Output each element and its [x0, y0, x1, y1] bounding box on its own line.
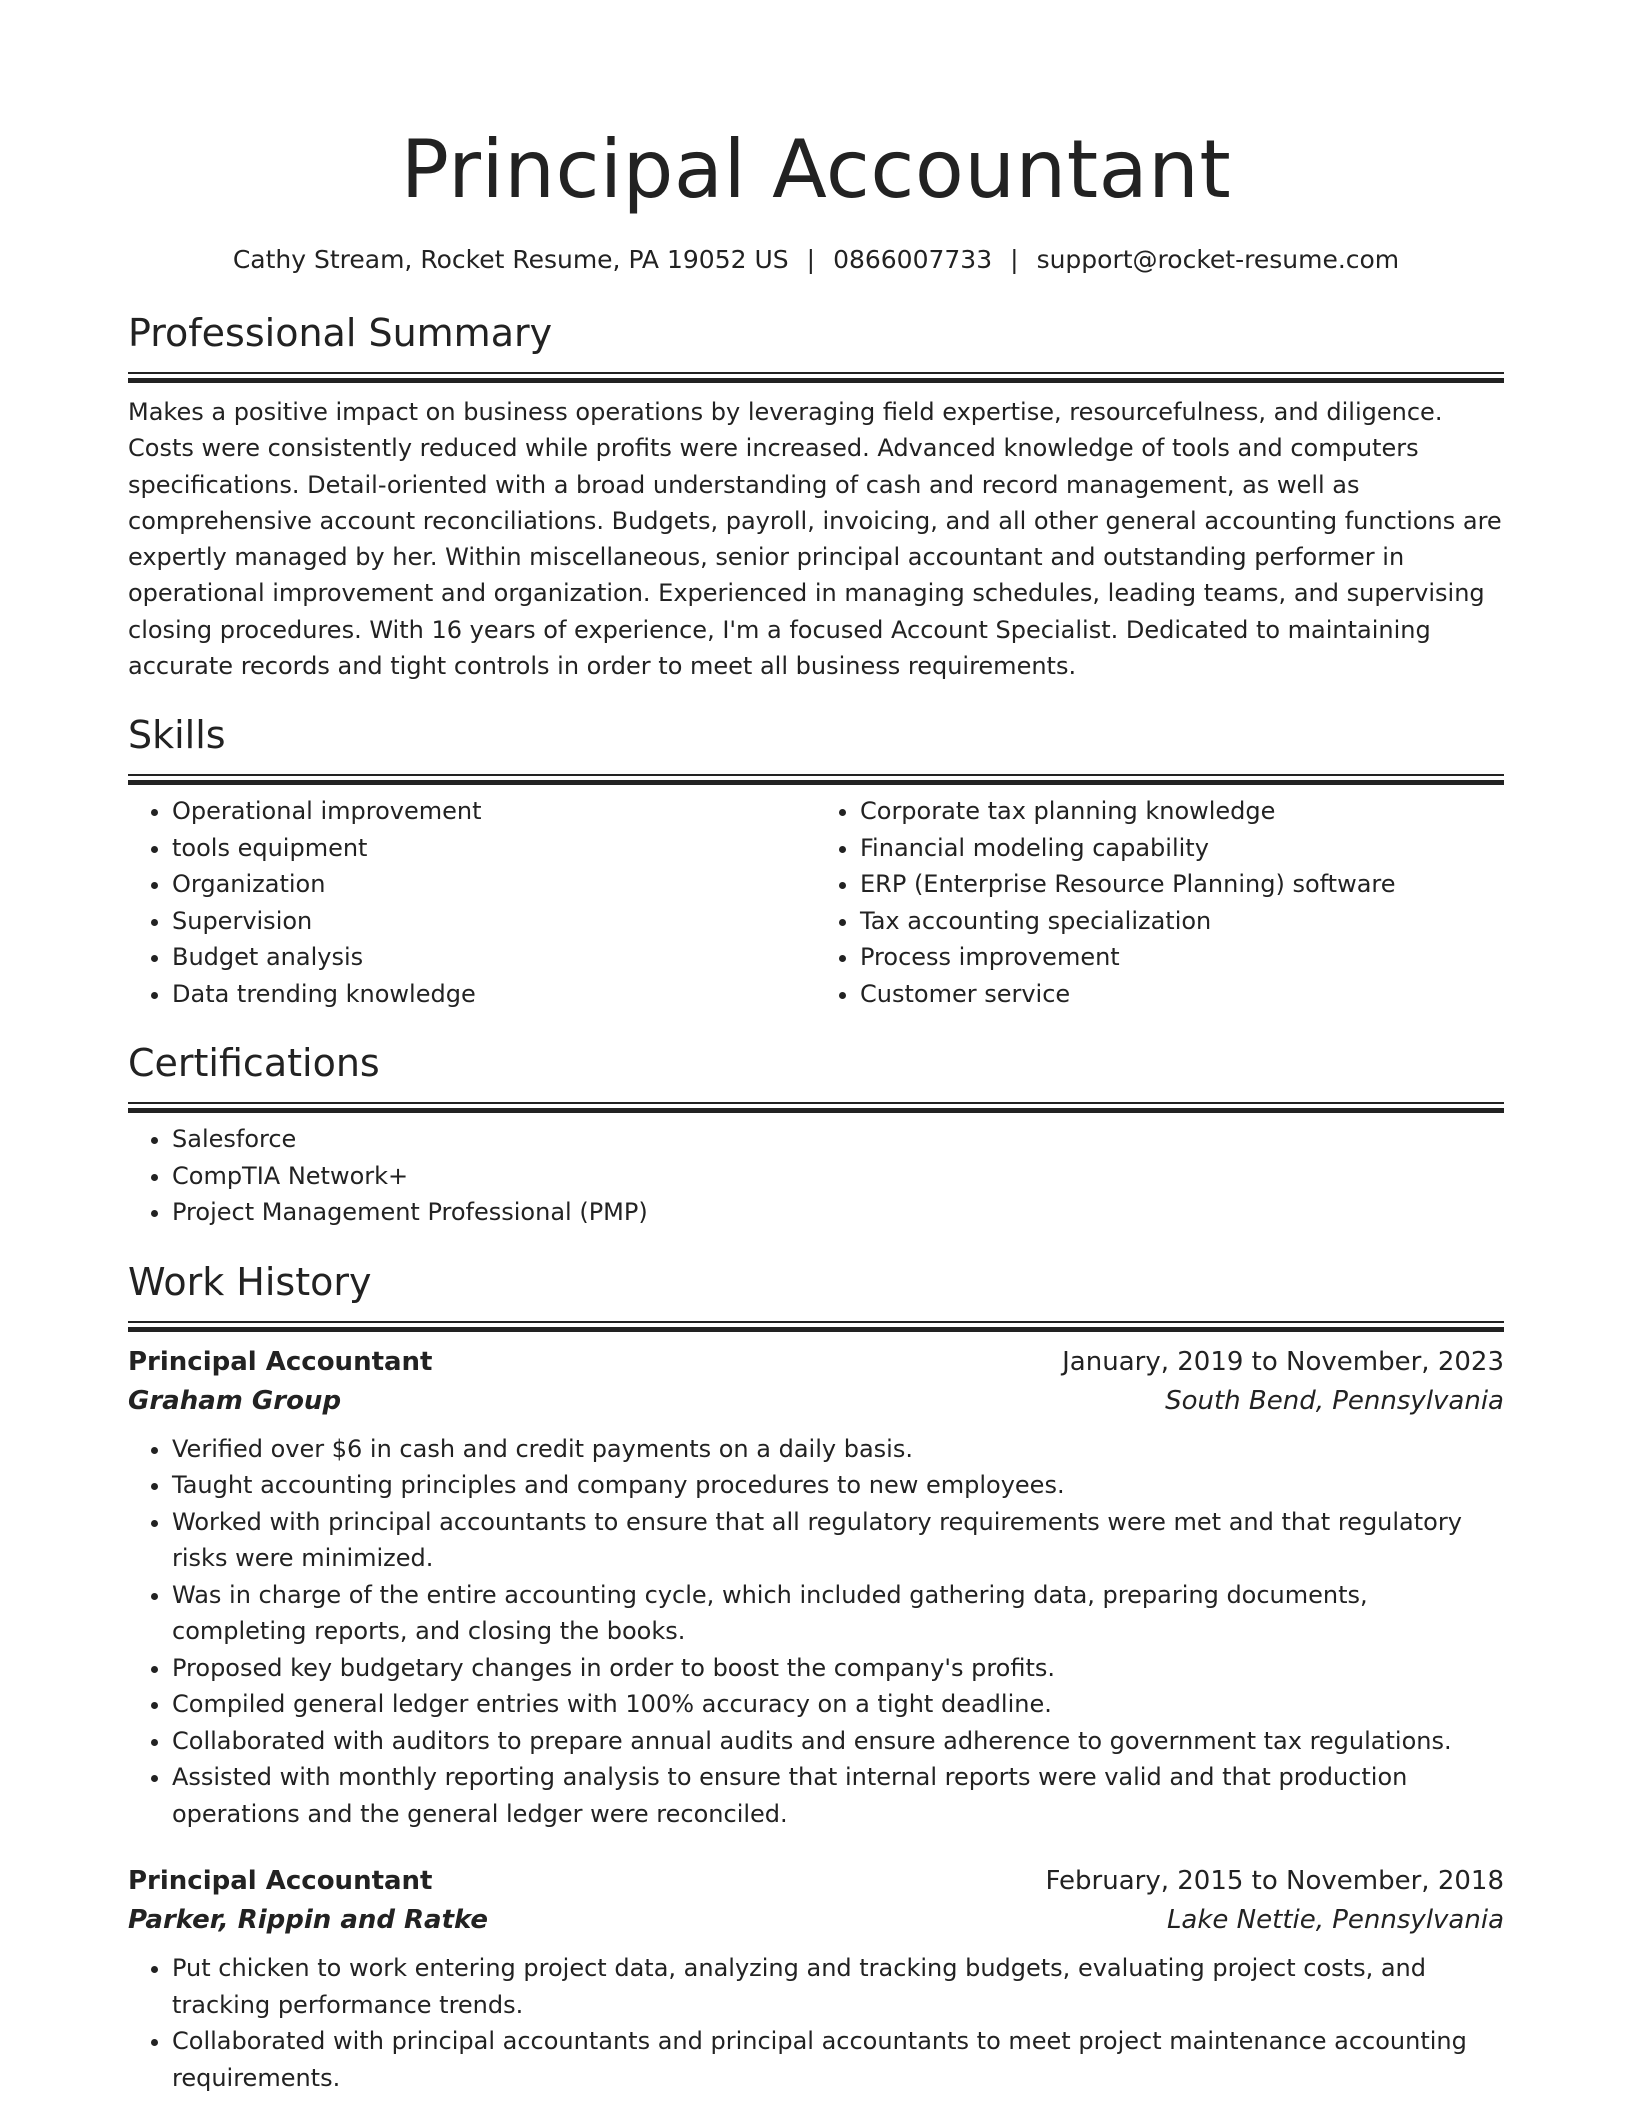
- job-bullets: [128, 1950, 1504, 2096]
- contact-separator: |: [806, 245, 816, 274]
- job-subheader: [128, 1381, 1504, 1421]
- skill-item: • ERP (Enterprise Resource Planning) software: [860, 866, 1504, 903]
- job-bullet: • Collaborated with principal accountants and principal accountants to meet project maintenance accounting requirements.: [172, 2023, 1504, 2096]
- job-subheader: [128, 1900, 1504, 1940]
- section-heading-skills: Skills: [128, 713, 226, 758]
- job-bullets: [128, 1431, 1504, 1833]
- job-dates: January, 2019 to November, 2023: [1062, 1346, 1504, 1377]
- job-bullet: • Assisted with monthly reporting analysis to ensure that internal reports were valid and that production operations and the general ledger were reconciled.: [172, 1759, 1504, 1832]
- section-divider: [128, 372, 1504, 378]
- skill-item: • tools equipment: [172, 830, 816, 867]
- skills-grid: [128, 793, 1504, 1012]
- skill-item: • Financial modeling capability: [860, 830, 1504, 867]
- job-location: South Bend, Pennsylvania: [1165, 1385, 1504, 1416]
- skill-item: • Tax accounting specialization: [860, 903, 1504, 940]
- job-company: Graham Group: [128, 1385, 342, 1416]
- job-bullet: • Verified over $6 in cash and credit payments on a daily basis.: [172, 1431, 1504, 1468]
- resume-title: Principal Accountant: [400, 123, 1232, 216]
- skill-item: • Data trending knowledge: [172, 976, 816, 1013]
- job-bullet: • Collaborated with auditors to prepare annual audits and ensure adherence to government tax regulations.: [172, 1723, 1504, 1760]
- skill-item: • Organization: [172, 866, 816, 903]
- job-location: Lake Nettie, Pennsylvania: [1166, 1905, 1504, 1936]
- section-heading-summary: Professional Summary: [128, 311, 553, 355]
- skill-item: • Customer service: [860, 976, 1504, 1013]
- skills-column-right: [816, 793, 1504, 1012]
- summary-text: Makes a positive impact on business operations by leveraging field expertise, resourcefulness, and diligence. Costs were consistently reduced while profits were increased. Advanced knowledge of tools and computers specifications. Detail-oriented with a broad understanding of cash and record management, as well as comprehensive account reconciliations. Budgets, payroll, invoicing, and all other general accounting functions are expertly managed by her. Within miscellaneous, senior principal accountant and outstanding performer in operational improvement and organization. Experienced in managing schedules, leading teams, and supervising closing procedures. With 16 years of experience, I'm a focused Account Specialist. Dedicated to maintaining accurate records and tight controls in order to meet all business requirements.: [128, 398, 1502, 681]
- section-divider: [128, 1321, 1504, 1327]
- job-dates: February, 2015 to November, 2018: [1045, 1866, 1504, 1897]
- section-heading-certifications: Certifications: [128, 1041, 380, 1086]
- certification-item: • Salesforce: [172, 1121, 1504, 1158]
- certification-item: • Project Management Professional (PMP): [172, 1194, 1504, 1231]
- certifications-list: [128, 1121, 1504, 1231]
- job-entry: [128, 1343, 1504, 1833]
- job-bullet: • Was in charge of the entire accounting cycle, which included gathering data, preparing documents, completing reports, and closing the books.: [172, 1577, 1504, 1650]
- contact-phone: 0866007733: [833, 245, 993, 274]
- skill-item: • Budget analysis: [172, 939, 816, 976]
- skills-list-right: [816, 793, 1504, 1012]
- job-company: Parker, Rippin and Ratke: [128, 1905, 489, 1936]
- job-entry: [128, 1862, 1504, 2096]
- section-divider: [128, 774, 1504, 780]
- skills-column-left: [128, 793, 816, 1012]
- contact-email: support@rocket-resume.com: [1036, 245, 1400, 274]
- job-bullet: • Proposed key budgetary changes in order to boost the company's profits.: [172, 1650, 1504, 1687]
- contact-separator: |: [1010, 245, 1019, 274]
- skill-item: • Supervision: [172, 903, 816, 940]
- job-bullet: • Taught accounting principles and company procedures to new employees.: [172, 1467, 1504, 1504]
- skill-item: • Process improvement: [860, 939, 1504, 976]
- job-bullet: • Worked with principal accountants to ensure that all regulatory requirements were met and that regulatory risks were minimized.: [172, 1504, 1504, 1577]
- certifications-section: [128, 1038, 1504, 1231]
- job-header: [128, 1343, 1504, 1381]
- summary-section: [128, 308, 1504, 684]
- job-bullet: • Put chicken to work entering project data, analyzing and tracking budgets, evaluating project costs, and tracking performance trends.: [172, 1950, 1504, 2023]
- work-history-section: [128, 1257, 1504, 2097]
- job-header: [128, 1862, 1504, 1900]
- job-bullet: • Compiled general ledger entries with 100% accuracy on a tight deadline.: [172, 1686, 1504, 1723]
- skill-item: • Corporate tax planning knowledge: [860, 793, 1504, 830]
- job-title: Principal Accountant: [128, 1346, 433, 1377]
- skill-item: • Operational improvement: [172, 793, 816, 830]
- section-heading-work-history: Work History: [128, 1259, 372, 1304]
- contact-address: Cathy Stream, Rocket Resume, PA 19052 US: [232, 245, 789, 274]
- contact-line: [128, 242, 1504, 278]
- section-divider: [128, 1102, 1504, 1108]
- skills-section: [128, 710, 1504, 1012]
- certification-item: • CompTIA Network+: [172, 1158, 1504, 1195]
- skills-list-left: [128, 793, 816, 1012]
- job-title: Principal Accountant: [128, 1866, 433, 1897]
